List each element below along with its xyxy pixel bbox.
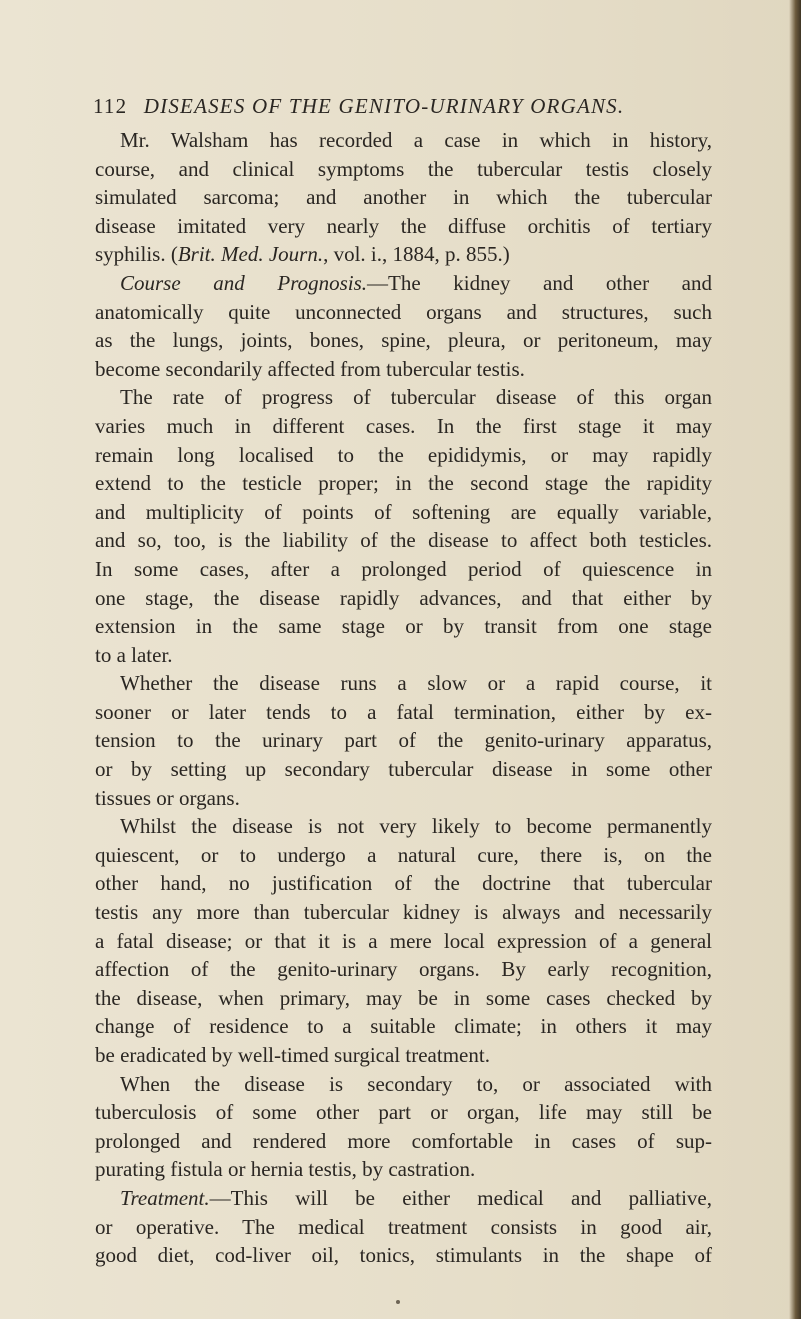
paper-speck (396, 1300, 400, 1304)
text-line: When the disease is secondary to, or associated with (120, 1071, 712, 1096)
text-line: extension in the same stage or by transit from one stage (95, 614, 712, 639)
text-line: sooner or later tends to a fatal termination, either by ex- (95, 699, 712, 724)
text-line: or by setting up secondary tubercular disease in some other (95, 757, 712, 782)
citation-lead: syphilis. ( (95, 242, 178, 267)
text-line: course, and clinical symptoms the tubercular testis closely (95, 156, 712, 181)
text-line: good diet, cod-liver oil, tonics, stimulants in the shape of (95, 1243, 712, 1268)
text-line: one stage, the disease rapidly advances, and that either by (95, 585, 712, 610)
text-line: Whilst the disease is not very likely to become permanently (120, 814, 712, 839)
text-line: a fatal disease; or that it is a mere local expression of a general (95, 928, 712, 953)
body-text (95, 126, 712, 1270)
text-line: testis any more than tubercular kidney is always and necessarily (95, 900, 712, 925)
text-line: and so, too, is the liability of the disease to affect both testicles. (95, 528, 712, 553)
text-line: varies much in different cases. In the first stage it may (95, 413, 712, 438)
text-line: affection of the genito-urinary organs. By early recognition, (95, 957, 712, 982)
text-line: remain long localised to the epididymis, or may rapidly (95, 442, 712, 467)
text-line: tension to the urinary part of the genito-urinary apparatus, (95, 728, 712, 753)
text-line: the disease, when primary, may be in some cases checked by (95, 985, 712, 1010)
journal-title: Brit. Med. Journ. (177, 242, 324, 267)
text-line: become secondarily affected from tubercular testis. (95, 356, 525, 381)
citation-detail: , vol. i., 1884, p. 855.) (323, 242, 510, 267)
text-line: other hand, no justification of the doctrine that tubercular (95, 871, 712, 896)
section-heading-text: —The kidney and other and (367, 270, 712, 295)
page-number: 112 (93, 94, 128, 118)
page-edge-shadow (789, 0, 801, 1319)
running-title: DISEASES OF THE GENITO-URINARY ORGANS. (143, 94, 625, 118)
text-line: extend to the testicle proper; in the second stage the rapidity (95, 471, 712, 496)
text-line: be eradicated by well-timed surgical treatment. (95, 1043, 490, 1067)
text-line: anatomically quite unconnected organs and structures, such (95, 299, 712, 324)
text-line: or operative. The medical treatment consists in good air, (95, 1214, 712, 1239)
text-line: prolonged and rendered more comfortable in cases of sup- (95, 1128, 712, 1153)
text-line: change of residence to a suitable climate; in others it may (95, 1014, 712, 1039)
text-line (95, 240, 712, 269)
text-line: In some cases, after a prolonged period of quiescence in (95, 556, 712, 581)
text-line: purating fistula or hernia testis, by castration. (95, 1157, 476, 1182)
text-line (95, 269, 712, 298)
text-line: to a later. (95, 642, 173, 667)
text-line: and multiplicity of points of softening are equally variable, (95, 499, 712, 524)
section-heading-text: —This will be either medical and palliative, (209, 1185, 712, 1210)
section-heading: Course and Prognosis. (120, 270, 368, 295)
text-line: Mr. Walsham has recorded a case in which in history, (120, 128, 712, 152)
text-line: as the lungs, joints, bones, spine, pleura, or peritoneum, may (95, 328, 712, 353)
text-line: disease imitated very nearly the diffuse orchitis of tertiary (95, 213, 712, 238)
text-line: tissues or organs. (95, 785, 240, 810)
section-heading: Treatment. (120, 1185, 210, 1210)
text-line: quiescent, or to undergo a natural cure, there is, on the (95, 842, 712, 867)
text-line: Whether the disease runs a slow or a rapid course, it (120, 671, 712, 696)
text-line: simulated sarcoma; and another in which the tubercular (95, 185, 712, 210)
running-header (93, 94, 713, 124)
text-line: The rate of progress of tubercular disease of this organ (120, 385, 712, 410)
text-line (95, 1184, 712, 1213)
text-line: tuberculosis of some other part or organ, life may still be (95, 1100, 712, 1125)
